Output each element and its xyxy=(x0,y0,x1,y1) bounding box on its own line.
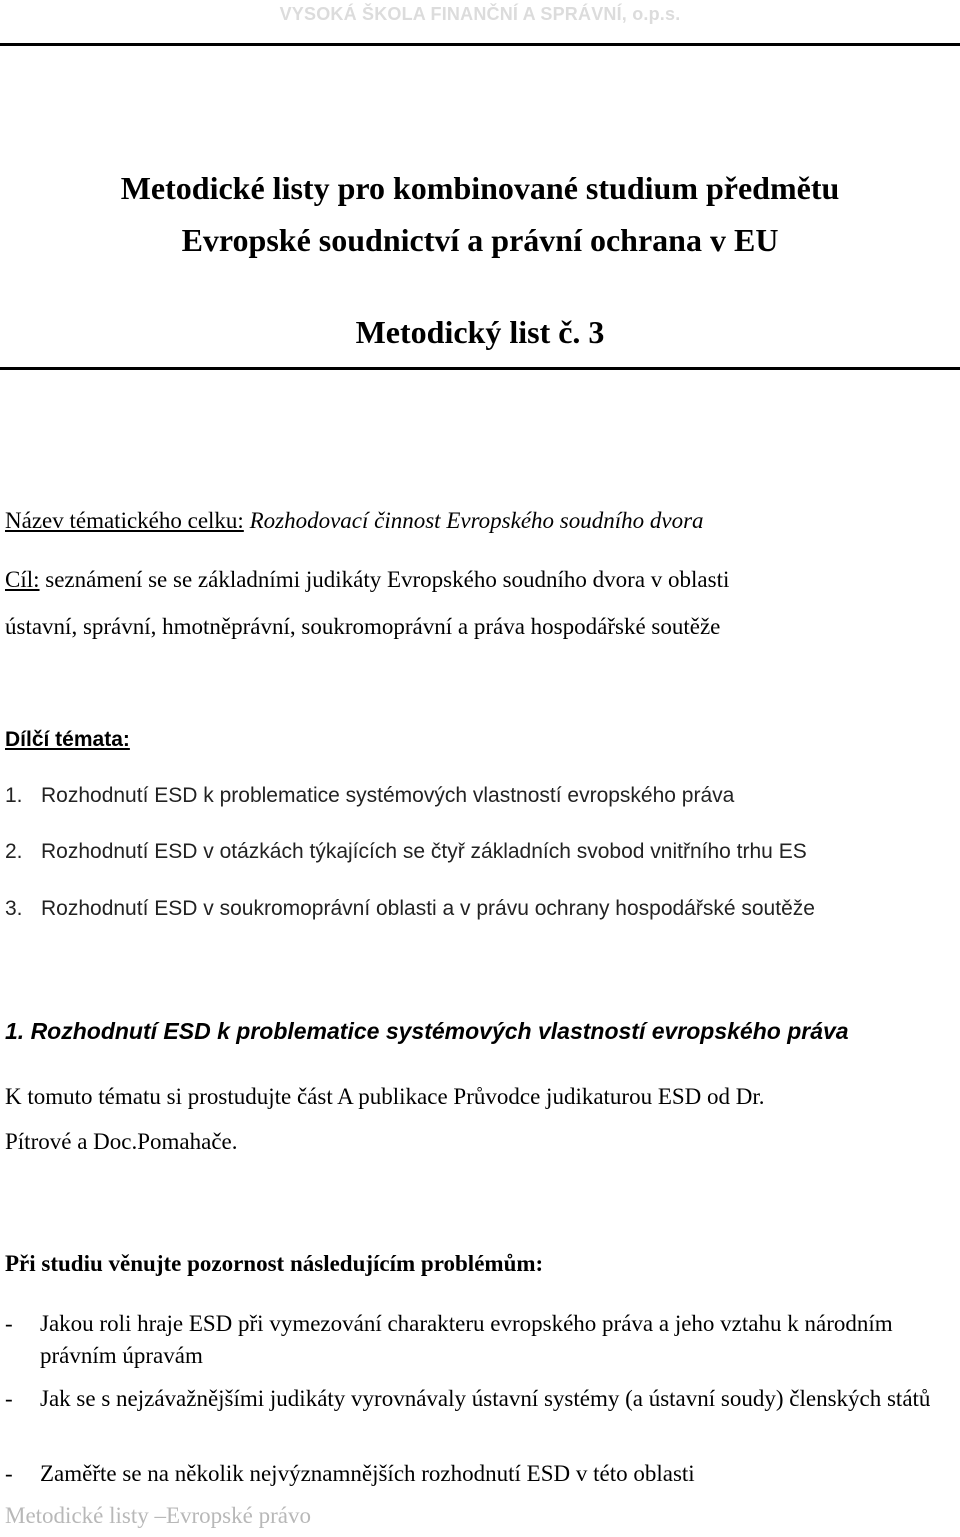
topic-name-value: Rozhodovací činnost Evropského soudního dvora xyxy=(249,508,704,533)
page-footer: Metodické listy –Evropské právo xyxy=(5,1503,311,1528)
section-1-heading: 1. Rozhodnutí ESD k problematice systémových vlastností evropského práva xyxy=(5,1018,849,1044)
subtopic-item xyxy=(5,840,807,864)
bullet-dash: - xyxy=(5,1311,13,1336)
subtopic-text: Rozhodnutí ESD v soukromoprávní oblasti a v právu ochrany hospodářské soutěže xyxy=(41,897,815,920)
bullet-item xyxy=(5,1458,935,1490)
goal-line-1 xyxy=(5,565,729,595)
bullet-item xyxy=(5,1308,935,1372)
bullet-text: Jak se s nejzávažnějšími judikáty vyrovnávaly ústavní systémy (a ústavní soudy) členských států xyxy=(40,1386,931,1411)
topic-name-line xyxy=(5,506,704,536)
subtopic-text: Rozhodnutí ESD k problematice systémových vlastností evropského práva xyxy=(41,784,735,807)
bullet-text: Zaměřte se na několik nejvýznamnějších rozhodnutí ESD v této oblasti xyxy=(40,1461,695,1486)
goal-label: Cíl: xyxy=(5,567,40,592)
section-1-paragraph-line2: Pítrové a Doc.Pomahače. xyxy=(5,1129,238,1154)
topic-name-label: Název tématického celku: xyxy=(5,508,244,533)
document-title-line2: Evropské soudnictví a právní ochrana v EU xyxy=(181,222,779,258)
sheet-number: Metodický list č. 3 xyxy=(355,314,605,350)
bullet-dash: - xyxy=(5,1461,13,1486)
section-1-paragraph-line1: K tomuto tématu si prostudujte část A publikace Průvodce judikaturou ESD od Dr. xyxy=(5,1084,765,1109)
title-rule xyxy=(0,367,960,370)
subtopic-number: 1. xyxy=(5,784,23,807)
school-header: VYSOKÁ ŠKOLA FINANČNÍ A SPRÁVNÍ, o.p.s. xyxy=(279,4,681,24)
subtopic-text: Rozhodnutí ESD v otázkách týkajících se čtyř základních svobod vnitřního trhu ES xyxy=(41,840,807,863)
subtopic-item xyxy=(5,784,734,808)
document-title-line1: Metodické listy pro kombinované studium předmětu xyxy=(120,170,840,206)
subtopic-item xyxy=(5,897,815,921)
bullet-dash: - xyxy=(5,1386,13,1411)
header-rule xyxy=(0,43,960,46)
subtopic-number: 2. xyxy=(5,840,23,863)
study-heading: Při studiu věnujte pozornost následujícím problémům: xyxy=(5,1251,544,1276)
bullet-text: Jakou roli hraje ESD při vymezování charakteru evropského práva a jeho vztahu k národním právním úpravám xyxy=(40,1311,893,1368)
goal-line-2: ústavní, správní, hmotněprávní, soukromoprávní a práva hospodářské soutěže xyxy=(5,614,721,639)
goal-text-1: seznámení se se základními judikáty Evropského soudního dvora v oblasti xyxy=(39,567,730,592)
subtopics-heading: Dílčí témata: xyxy=(5,728,130,751)
bullet-item xyxy=(5,1383,935,1415)
subtopic-number: 3. xyxy=(5,897,23,920)
